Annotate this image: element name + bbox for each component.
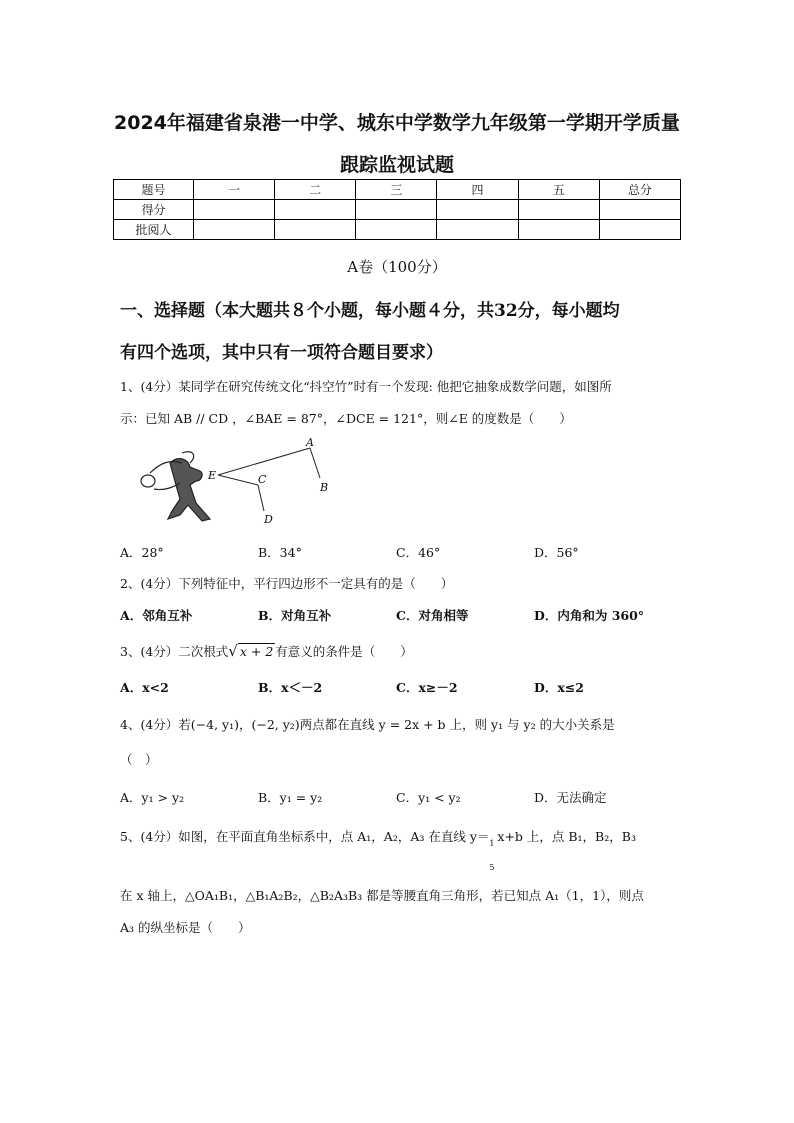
angle-diagram <box>218 448 320 511</box>
q5-fraction-numerator: 1 <box>489 839 495 848</box>
q3-option-b[interactable]: B．x＜－2 <box>258 680 323 695</box>
q3-option-d[interactable]: D．x≤2 <box>534 680 584 695</box>
score-cell[interactable] <box>275 200 356 220</box>
score-table-row <box>114 220 681 240</box>
q3-stem <box>120 642 413 660</box>
exam-title-line1: 2024年福建省泉港一中学、城东中学数学九年级第一学期开学质量 <box>114 112 680 134</box>
q4-option-b[interactable]: B．y₁ = y₂ <box>258 790 323 805</box>
segment-cd <box>258 485 264 511</box>
score-cell[interactable] <box>518 220 599 240</box>
q4-option-d[interactable]: D．无法确定 <box>534 790 607 805</box>
q1-option-a[interactable]: A．28° <box>120 545 164 560</box>
q3-stem-suffix: 有意义的条件是（ ） <box>275 644 413 659</box>
q2-option-d[interactable]: D．内角和为 360° <box>534 608 645 623</box>
score-header-cell: 四 <box>437 180 518 200</box>
q2-stem: 2、(4分）下列特征中，平行四边形不一定具有的是（ ） <box>120 576 454 591</box>
score-cell[interactable] <box>599 200 680 220</box>
score-cell[interactable] <box>356 220 437 240</box>
diabolo-player-illustration <box>141 452 210 521</box>
label-point-e: E <box>208 469 217 482</box>
segment-ea <box>218 448 310 475</box>
q1-stem-line2: 示：已知 AB // CD ，∠BAE = 87°，∠DCE = 121°，则∠E 的度数是（ ） <box>120 411 572 426</box>
q1-figure <box>130 433 340 533</box>
score-cell[interactable] <box>275 220 356 240</box>
q5-stem-suffix: x+b 上，点 B₁，B₂，B₃ <box>497 829 636 844</box>
score-cell[interactable] <box>437 200 518 220</box>
q4-stem-line1: 4、(4分）若(−4, y₁)，(−2, y₂)两点都在直线 y = 2x + b 上，则 y₁ 与 y₂ 的大小关系是 <box>120 717 615 732</box>
section-heading-line1: 一、选择题（本大题共８个小题，每小题４分，共32分，每小题均 <box>120 301 620 321</box>
score-header-cell: 三 <box>356 180 437 200</box>
score-cell[interactable] <box>437 220 518 240</box>
score-table-header-row <box>114 180 681 200</box>
q5-stem-line3: A₃ 的纵坐标是（ ） <box>120 920 251 935</box>
exam-title-line2: 跟踪监视试题 <box>339 154 454 176</box>
q4-stem-line2: （ ） <box>120 752 158 767</box>
label-point-a: A <box>306 436 314 449</box>
q2-option-c[interactable]: C．对角相等 <box>396 608 469 623</box>
score-table <box>113 179 681 240</box>
segment-ec <box>218 475 258 485</box>
q1-stem-line1: 1、(4分）某同学在研究传统文化“抖空竹”时有一个发现: 他把它抽象成数学问题，如图所 <box>120 379 612 394</box>
score-table-row <box>114 200 681 220</box>
q3-option-c[interactable]: C．x≥－2 <box>396 680 458 695</box>
section-heading-line2: 有四个选项，其中只有一项符合题目要求） <box>120 343 443 363</box>
score-cell[interactable] <box>356 200 437 220</box>
score-row-label: 批阅人 <box>114 220 194 240</box>
score-cell[interactable] <box>194 200 275 220</box>
score-header-cell: 五 <box>518 180 599 200</box>
q3-radicand: x + 2 <box>239 644 274 659</box>
score-header-cell: 一 <box>194 180 275 200</box>
sqrt-symbol: √ <box>228 642 238 660</box>
q4-option-a[interactable]: A．y₁ > y₂ <box>120 790 185 805</box>
label-point-b: B <box>320 481 329 494</box>
q4-option-c[interactable]: C．y₁ < y₂ <box>396 790 461 805</box>
segment-ab <box>310 448 320 478</box>
q5-fraction-denominator: 5 <box>489 863 495 872</box>
score-cell[interactable] <box>599 220 680 240</box>
q5-stem-prefix: 5、(4分）如图，在平面直角坐标系中，点 A₁，A₂，A₃ 在直线 y＝ <box>120 829 490 844</box>
score-row-label: 得分 <box>114 200 194 220</box>
q1-option-b[interactable]: B．34° <box>258 545 302 560</box>
q5-stem-line1 <box>120 827 636 872</box>
score-cell[interactable] <box>518 200 599 220</box>
score-header-cell: 总分 <box>599 180 680 200</box>
q1-option-d[interactable]: D．56° <box>534 545 579 560</box>
paper-a-heading: A卷（100分） <box>347 258 447 276</box>
score-cell[interactable] <box>194 220 275 240</box>
q2-option-a[interactable]: A．邻角互补 <box>120 608 193 623</box>
score-header-cell: 二 <box>275 180 356 200</box>
q1-option-c[interactable]: C．46° <box>396 545 441 560</box>
q3-option-a[interactable]: A．x<2 <box>120 680 169 695</box>
q5-stem-line2: 在 x 轴上，△OA₁B₁，△B₁A₂B₂，△B₂A₃B₃ 都是等腰直角三角形，若已知点 A₁（1，1），则点 <box>120 888 644 903</box>
label-point-d: D <box>264 513 273 526</box>
q2-option-b[interactable]: B．对角互补 <box>258 608 332 623</box>
q3-stem-prefix: 3、(4分）二次根式 <box>120 644 229 659</box>
score-header-cell: 题号 <box>114 180 194 200</box>
label-point-c: C <box>258 473 267 486</box>
